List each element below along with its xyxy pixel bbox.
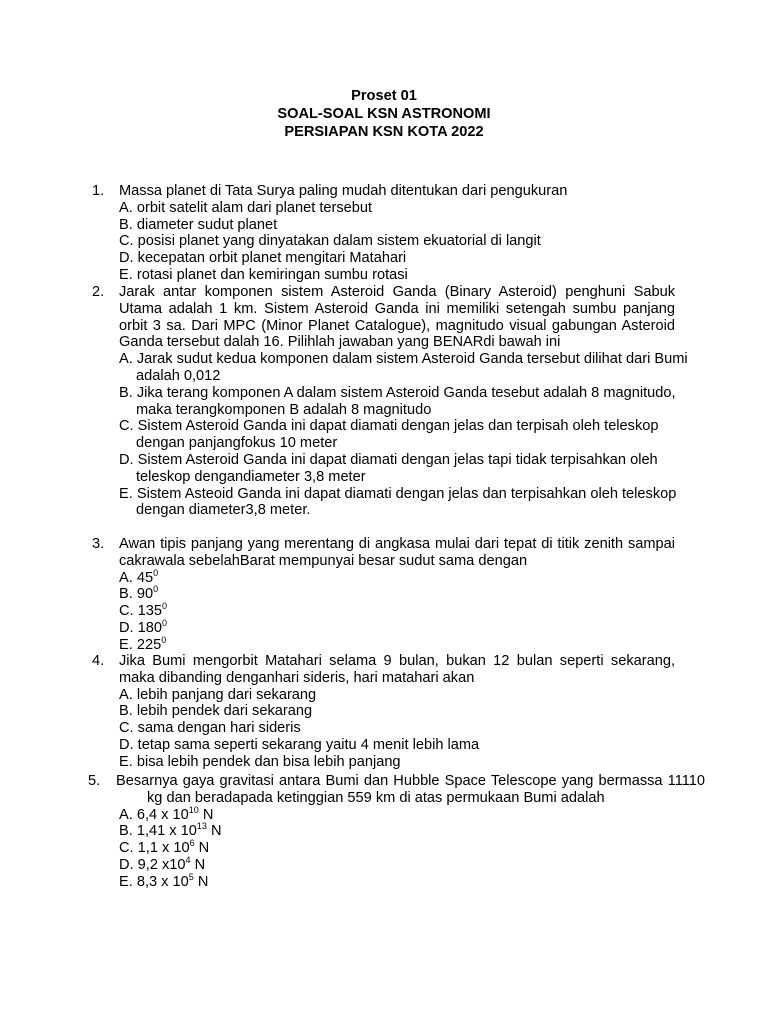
proset-label: Proset 01 bbox=[351, 88, 417, 104]
exponent: 6 bbox=[189, 838, 195, 849]
question-number: 1. bbox=[92, 183, 105, 199]
question-stem: Jarak antar komponen sistem Asteroid Ganda (Binary Asteroid) penghuni Sabuk Utama adalah 1 km. Sistem Asteroid Ganda ini memiliki setengah sumbu panjang orbit 3 sa. Dari MPC (Minor Planet Catalogue), magnitudo visual gabungan Asteroid Ganda tersebut dalah 16. Pilihlah jawaban yang BENARdi bawah ini bbox=[119, 284, 675, 351]
option-e: E. Sistem Asteoid Ganda ini dapat diamati dengan jelas dan terpisahkan oleh teleskop dengan diameter3,8 meter. bbox=[119, 485, 677, 519]
question-number: 3. bbox=[92, 536, 105, 552]
question-stem: Jika Bumi mengorbit Matahari selama 9 bulan, bukan 12 bulan seperti sekarang, maka dibanding denganhari sideris, hari matahari akan bbox=[119, 653, 675, 686]
option-a: A. lebih panjang dari sekarang bbox=[119, 686, 317, 703]
exponent: 10 bbox=[188, 804, 199, 815]
question-1 bbox=[92, 183, 675, 284]
option-b: B. diameter sudut planet bbox=[119, 216, 278, 233]
question-5 bbox=[88, 773, 705, 891]
option-c: C. Sistem Asteroid Ganda ini dapat diamati dengan jelas dan terpisah oleh teleskop dengan panjangfokus 10 meter bbox=[119, 418, 659, 452]
question-3 bbox=[92, 536, 675, 654]
question-number: 2. bbox=[92, 284, 105, 300]
question-stem: Awan tipis panjang yang merentang di angkasa mulai dari tepat di titik zenith sampai cakrawala sebelahBarat mempunyai besar sudut sama dengan bbox=[119, 536, 675, 569]
option-b: B. $90^0$ bbox=[119, 584, 159, 603]
question-2 bbox=[92, 284, 692, 519]
option-d: D. tetap sama seperti sekarang yaitu 4 menit lebih lama bbox=[119, 736, 480, 753]
option-c: C. 1,1 x $10^6$ N bbox=[119, 838, 210, 857]
option-b: B. Jika terang komponen A dalam sistem Asteroid Ganda tesebut adalah 8 magnitudo, maka terangkomponen B adalah 8 magnitudo bbox=[119, 384, 676, 418]
option-a: A. $45^0$ bbox=[119, 567, 159, 586]
question-4 bbox=[92, 653, 675, 771]
option-d: D. Sistem Asteroid Ganda ini dapat diamati dengan jelas tapi tidak terpisahkan oleh teleskop dengandiameter 3,8 meter bbox=[119, 451, 658, 485]
option-d: D. kecepatan orbit planet mengitari Matahari bbox=[119, 250, 407, 267]
option-c: C. $135^0$ bbox=[119, 601, 168, 620]
option-e: E. $225^0$ bbox=[119, 634, 167, 653]
option-a: A. orbit satelit alam dari planet tersebut bbox=[119, 199, 373, 216]
option-e: E. rotasi planet dan kemiringan sumbu rotasi bbox=[119, 266, 408, 283]
degree-superscript: 0 bbox=[162, 601, 168, 612]
option-b: B. lebih pendek dari sekarang bbox=[119, 703, 313, 720]
option-d: D. $180^0$ bbox=[119, 617, 168, 636]
option-c: C. posisi planet yang dinyatakan dalam sistem ekuatorial di langit bbox=[119, 233, 541, 250]
exponent: 5 bbox=[188, 871, 194, 882]
option-e: E. bisa lebih pendek dan bisa lebih panjang bbox=[119, 753, 401, 770]
document-subtitle: PERSIAPAN KSN KOTA 2022 bbox=[284, 124, 484, 140]
question-number: 5. bbox=[88, 773, 101, 789]
document-title: SOAL-SOAL KSN ASTRONOMI bbox=[277, 106, 491, 122]
question-stem: Besarnya gaya gravitasi antara Bumi dan Hubble Space Telescope yang bermassa 11110 kg dan beradapada ketinggian 559 km di atas permukaan Bumi adalah bbox=[116, 773, 705, 806]
option-d: D. 9,2 $x10^4$ N bbox=[119, 854, 206, 873]
option-a: A. Jarak sudut kedua komponen dalam sistem Asteroid Ganda tersebut dilihat dari Bumi adalah 0,012 bbox=[119, 351, 688, 384]
question-stem: Massa planet di Tata Surya paling mudah ditentukan dari pengukuran bbox=[119, 183, 568, 199]
option-b: B. 1,41 x $10^{13}$ N bbox=[119, 821, 222, 840]
degree-superscript: 0 bbox=[153, 584, 159, 595]
degree-superscript: 0 bbox=[162, 617, 168, 628]
degree-superscript: 0 bbox=[153, 567, 159, 578]
exponent: 4 bbox=[185, 854, 191, 865]
exponent: 13 bbox=[196, 821, 207, 832]
document-header bbox=[0, 87, 768, 141]
degree-superscript: 0 bbox=[161, 634, 167, 645]
option-e: E. 8,3 x $10^5$ N bbox=[119, 871, 209, 890]
question-number: 4. bbox=[92, 653, 105, 669]
option-c: C. sama dengan hari sideris bbox=[119, 720, 301, 737]
option-a: A. 6,4 x $10^{10}$ N bbox=[119, 804, 214, 823]
